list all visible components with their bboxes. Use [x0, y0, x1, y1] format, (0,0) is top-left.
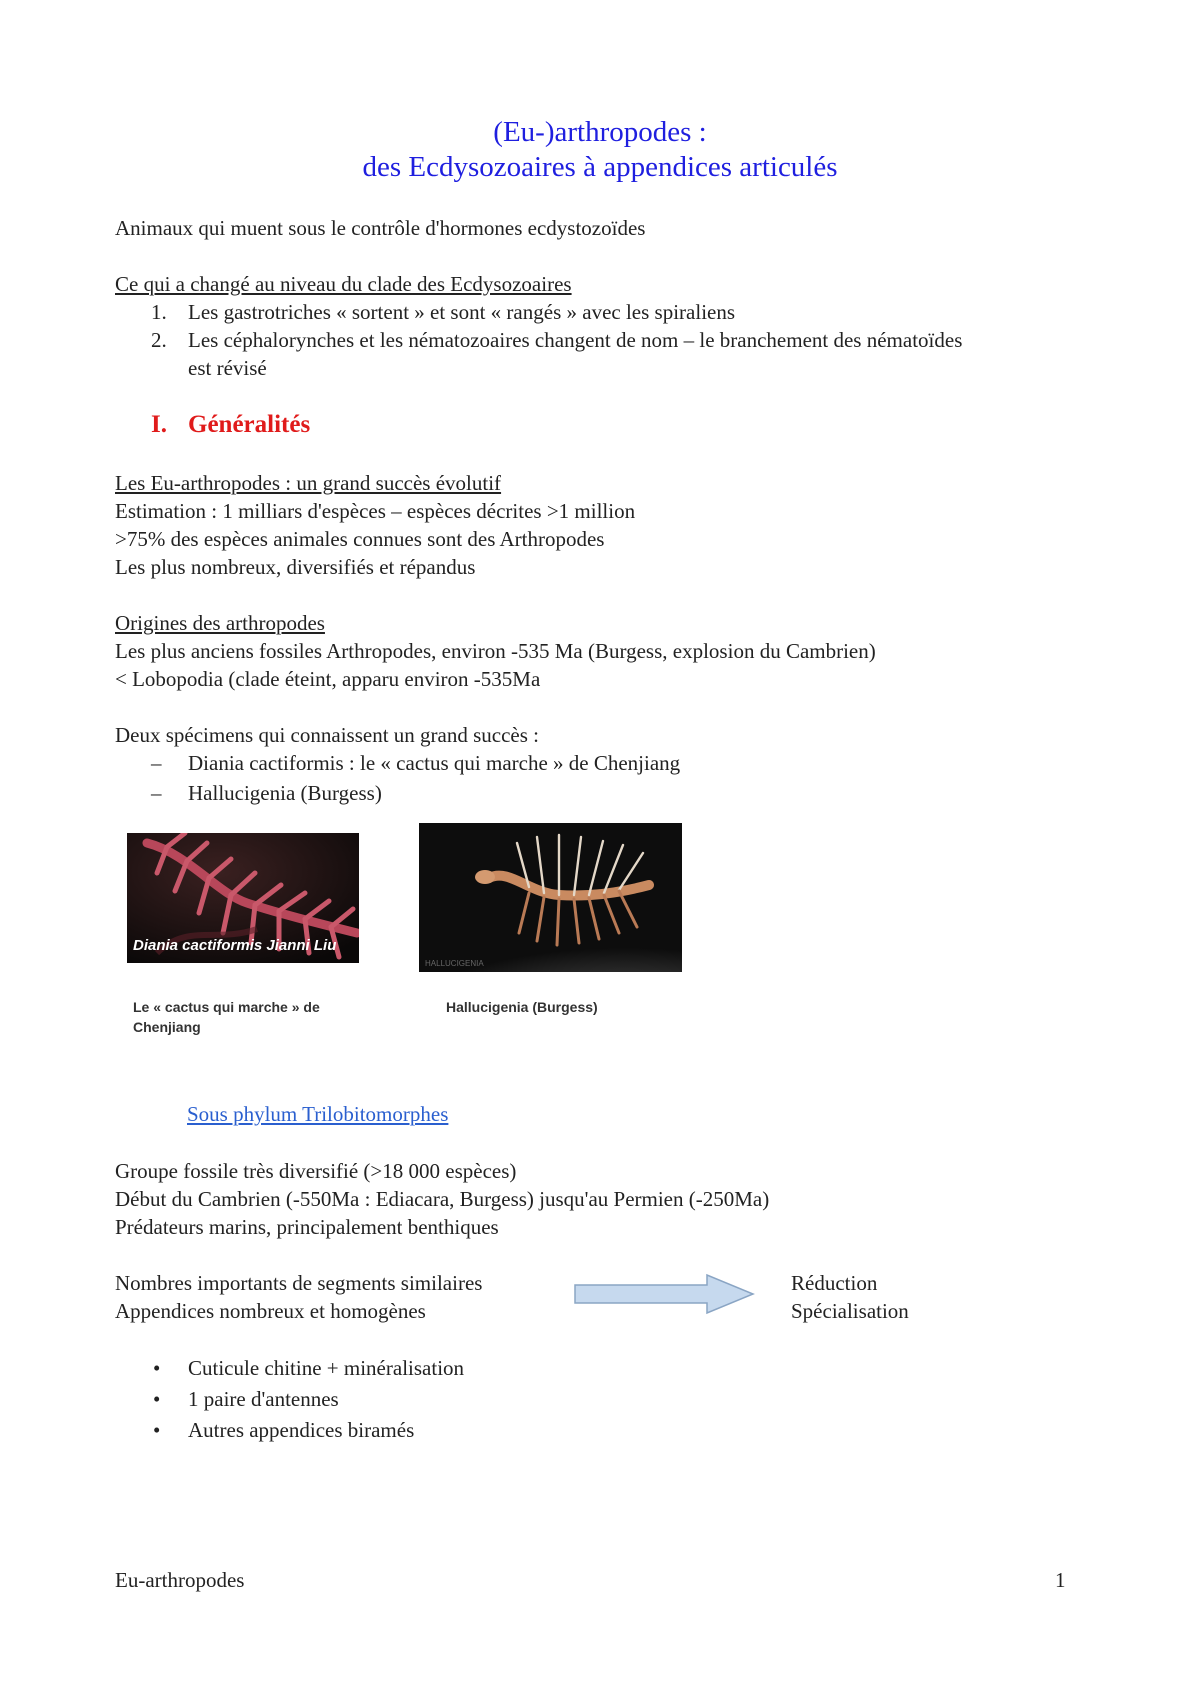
document-title-line-2: des Ecdysozoaires à appendices articulés	[362, 151, 838, 183]
success-heading: Les Eu-arthropodes : un grand succès évolutif	[115, 471, 502, 495]
trilobites-line-3: Prédateurs marins, principalement benthiques	[115, 1215, 499, 1239]
hallucigenia-watermark: HALLUCIGENIA	[425, 959, 484, 968]
specimen-dash-2: –	[151, 781, 162, 805]
page-number: 1	[1055, 1568, 1066, 1592]
changes-item-1-number: 1.	[151, 300, 167, 324]
intro-text: Animaux qui muent sous le contrôle d'hormones ecdystozoïdes	[115, 216, 646, 240]
bullet-2-icon: •	[153, 1387, 161, 1411]
success-line-3: Les plus nombreux, diversifiés et répandus	[115, 555, 476, 579]
section-number: I.	[151, 411, 167, 438]
feature-item-1: Cuticule chitine + minéralisation	[188, 1356, 465, 1380]
origins-line-1: Les plus anciens fossiles Arthropodes, environ -535 Ma (Burgess, explosion du Cambrien)	[115, 639, 876, 663]
comparison-left-2: Appendices nombreux et homogènes	[115, 1299, 426, 1323]
origins-heading: Origines des arthropodes	[115, 611, 325, 635]
comparison-right-1: Réduction	[791, 1271, 878, 1295]
diania-caption: Le « cactus qui marche » de Chenjiang	[133, 999, 320, 1035]
bullet-1-icon: •	[153, 1356, 161, 1380]
comparison-right-2: Spécialisation	[791, 1299, 909, 1323]
hallucigenia-caption: Hallucigenia (Burgess)	[446, 999, 598, 1015]
changes-item-1: Les gastrotriches « sortent » et sont « rangés » avec les spiraliens	[188, 300, 736, 324]
changes-item-2-continued: est révisé	[188, 356, 267, 380]
footer-title: Eu-arthropodes	[115, 1568, 245, 1592]
success-line-2: >75% des espèces animales connues sont des Arthropodes	[115, 527, 605, 551]
changes-item-2-number: 2.	[151, 328, 167, 352]
hallucigenia-photo	[419, 823, 682, 972]
changes-item-2: Les céphalorynches et les nématozoaires changent de nom – le branchement des nématoïdes	[188, 328, 963, 352]
hallucigenia-illustration	[419, 823, 682, 972]
trilobitomorphes-link[interactable]: Sous phylum Trilobitomorphes	[187, 1102, 449, 1126]
section-title: Généralités	[188, 411, 311, 438]
diania-photo	[127, 833, 359, 963]
specimen-item-2: Hallucigenia (Burgess)	[188, 781, 382, 805]
specimen-dash-1: –	[151, 751, 162, 775]
comparison-left-1: Nombres importants de segments similaires	[115, 1271, 483, 1295]
specimen-item-1: Diania cactiformis : le « cactus qui marche » de Chenjiang	[188, 751, 681, 775]
success-line-1: Estimation : 1 milliars d'espèces – espèces décrites >1 million	[115, 499, 636, 523]
diania-photo-label: Diania cactiformis Jianni Liu	[133, 937, 337, 954]
right-arrow-icon	[573, 1273, 757, 1315]
feature-item-2: 1 paire d'antennes	[188, 1387, 339, 1411]
specimens-intro: Deux spécimens qui connaissent un grand succès :	[115, 723, 539, 747]
trilobites-line-2: Début du Cambrien (-550Ma : Ediacara, Burgess) jusqu'au Permien (-250Ma)	[115, 1187, 770, 1211]
origins-line-2: < Lobopodia (clade éteint, apparu environ -535Ma	[115, 667, 541, 691]
document-title-line-1: (Eu-)arthropodes :	[493, 116, 707, 148]
bullet-3-icon: •	[153, 1418, 161, 1442]
feature-item-3: Autres appendices biramés	[188, 1418, 415, 1442]
changes-heading: Ce qui a changé au niveau du clade des Ecdysozoaires	[115, 272, 572, 296]
trilobites-line-1: Groupe fossile très diversifié (>18 000 espèces)	[115, 1159, 517, 1183]
